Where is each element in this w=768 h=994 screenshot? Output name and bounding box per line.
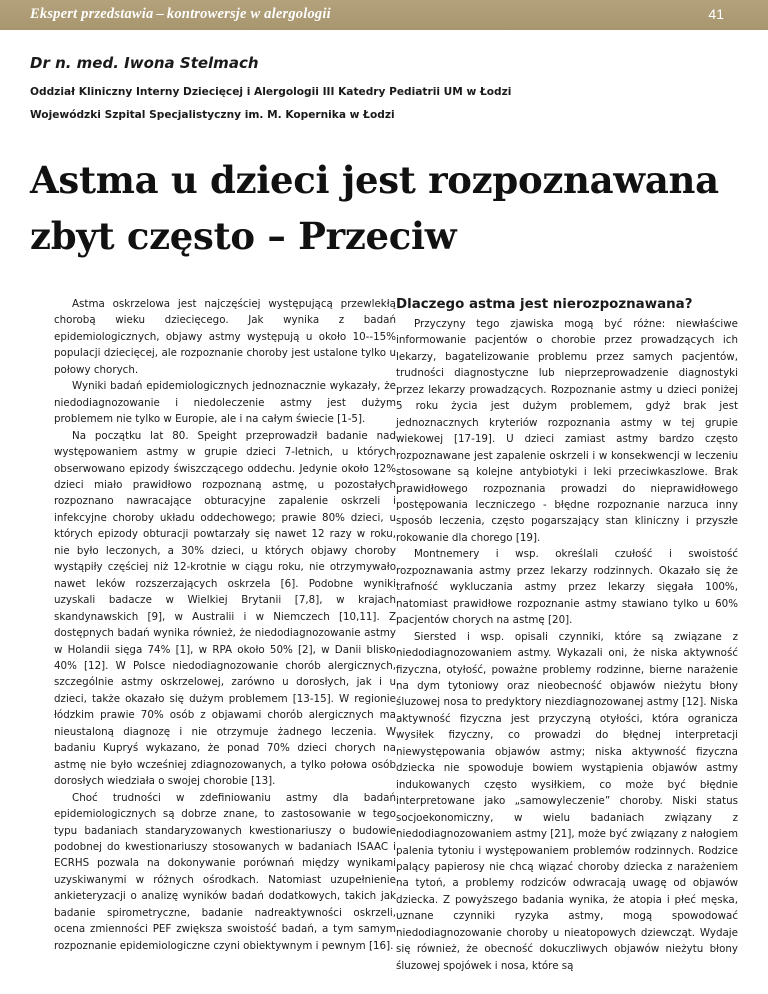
affiliation-hospital: Wojewódzki Szpital Specjalistyczny im. M. Kopernika w Łodzi bbox=[30, 109, 395, 121]
body-paragraph: Przyczyny tego zjawiska mogą być różne: niewłaściwe informowanie pacjentów o chorobie przez prowadzących ich lekarzy, bagatelizowanie problemu przez samych pacjentów, trudności diagnostyczne lub nieprzeprowadzenie diagnostyki przez lekarzy prowadzących. Rozpoznanie astmy u dzieci poniżej 5 roku życia jest dużym problemem, gdyż brak jest jednoznacznych kryteriów rozpoznania astmy w tej grupie wiekowej [17-19]. U dzieci zamiast astmy bardzo często rozpoznawane jest zapalenie oskrzeli i w konsekwencji w leczeniu stosowane są kolejne antybiotyki i leki przeciwkaszlowe. Brak prawidłowego rozpoznania prowadzi do nieprawidłowego postępowania leczniczego - błędne rozpoznanie narzuca inny sposób leczenia, często pogarszający stan kliniczny i przyszłe rokowanie dla chorego [19]. bbox=[396, 318, 738, 544]
header-separator: – bbox=[156, 6, 164, 22]
author-name: Dr n. med. Iwona Stelmach bbox=[30, 54, 259, 72]
affiliation-department: Oddział Kliniczny Interny Dziecięcej i Alergologii III Katedry Pediatrii UM w Łodzi bbox=[30, 86, 512, 98]
body-paragraph: Wyniki badań epidemiologicznych jednoznacznie wykazały, że niedodiagnozowanie i niedoleczenie astmy jest dużym problemem nie tylko w Europie, ale i na całym świecie [1-5]. bbox=[54, 380, 396, 426]
left-column bbox=[54, 296, 396, 954]
body-paragraph: Siersted i wsp. opisali czynniki, które są związane z niedodiagnozowaniem astmy. Wykazali oni, że niska aktywność fizyczna, otyłość, poważne problemy rodzinne, bierne narażenie na dym tytoniowy oraz nieobecność objawów nieżytu błony śluzowej nosa to predyktory niezdiagnozowanej astmy [12]. Niska aktywność fizyczna jest przyczyną otyłości, która ogranicza wysiłek fizyczny, co prowadzi do błędnej interpretacji niewystępowania objawów astmy; niska aktywność fizyczna dziecka nie spowoduje bowiem wystąpienia objawów astmy indukowanych często wysiłkiem, co może być błędnie interpretowane jako „samowyleczenie” choroby. Niski status socjoekonomiczny, w wielu badaniach związany z niedodiagnozowaniem astmy [21], może być związany z nałogiem palenia tytoniu i występowaniem problemów rodzinnych. Rodzice palący papierosy nie chcą wiązać choroby dziecka z narażeniem na tytoń, a problemy rodziców odwracają uwagę od objawów dziecka. Z powyższego badania wynika, że atopia i płeć męska, uznane czynniki ryzyka astmy, mogą spowodować niedodiagnozowanie choroby u nieatopowych dziewcząt. Wydaje się również, że obecność dokuczliwych objawów nieżytu błony śluzowej spojówek i nosa, które są bbox=[396, 630, 738, 972]
body-paragraph: Astma oskrzelowa jest najczęściej występującą przewlekłą chorobą wieku dziecięcego. Jak wynika z badań epidemiologicznych, objawy astmy występują u około 10--15% populacji dziecięcej, ale rozpoznanie choroby jest ustalone tylko u połowy chorych. bbox=[54, 298, 396, 376]
article-title: Astma u dzieci jest rozpoznawana zbyt często – Przeciw bbox=[30, 158, 719, 258]
running-header bbox=[0, 0, 768, 30]
journal-section-label: Ekspert przedstawia bbox=[30, 6, 154, 22]
body-paragraph: Montnemery i wsp. określali czułość i swoistość rozpoznawania astmy przez lekarzy rodzinnych. Okazało się że trafność wykluczania astmy przez lekarzy sięgała 100%, natomiast prawidłowe rozpoznanie astmy stawiano tylko u 60% pacjentów chorych na astmę [20]. bbox=[396, 548, 738, 627]
section-heading: Dlaczego astma jest nierozpoznawana? bbox=[396, 297, 693, 312]
body-paragraph: Na początku lat 80. Speight przeprowadził badanie nad występowaniem astmy w grupie dzieci 7-letnich, u których obserwowano epizody świszczącego oddechu. Jedynie około 12% dzieci miało prawidłowo rozpoznaną astmę, u pozostałych rozpoznano nawracające obturacyjne zapalenie oskrzeli i infekcyjne choroby układu oddechowego; prawie 80% dzieci, u których epizody obturacji powtarzały się nawet 12 razy w roku, nie było leczonych, a 30% dzieci, u których objawy choroby wystąpiły częściej niż 12-krotnie w ciągu roku, nie otrzymywało nawet leków rozszerzających oskrzela [6]. Podobne wyniki uzyskali badacze w Wielkiej Brytanii [7,8], w krajach skandynawskich [9], w Australii i w Niemczech [10,11]. Z dostępnych badań wynika również, że niedodiagnozowanie astmy w Holandii sięga 74% [1], w RPA około 50% [2], w Danii blisko 40% [12]. W Polsce niedodiagnozowanie chorób alergicznych, szczególnie astmy oskrzelowej, zarówno u dorosłych, jak i u dzieci, także okazało się dużym problemem [13-15]. W regionie łódzkim prawie 70% osób z objawami chorób alergicznych ma nieustaloną diagnozę i nie otrzymuje żadnego leczenia. W badaniu Kupryś wykazano, że ponad 70% dzieci chorych na astmę nie było wcześniej zdiagnozowanych, a tylko połowa osób dorosłych wiedziała o swojej chorobie [13]. bbox=[54, 429, 396, 788]
journal-section-subtitle: kontrowersje w alergologii bbox=[166, 6, 331, 22]
page-number: 41 bbox=[708, 6, 724, 22]
right-column bbox=[396, 296, 738, 974]
body-paragraph: Choć trudności w zdefiniowaniu astmy dla badań epidemiologicznych są dobrze znane, to zastosowanie w tego typu badaniach standaryzowanych kwestionariuszy o budowie podobnej do kwestionariuszy stosowanych w badaniach ISAAC i ECRHS pozwala na dokonywanie porównań między wynikami uzyskiwanymi w różnych ośrodkach. Natomiast uzupełnienie ankieteryzacji o analizę wyników badań dodatkowych, takich jak badanie spirometryczne, badanie nadreaktywności oskrzeli, ocena zmienności PEF zwiększa swoistość badań, a tym samym rozpoznanie epidemiologiczne czyni obiektywnym i pewnym [16]. bbox=[54, 791, 396, 952]
running-header-title bbox=[30, 6, 331, 23]
